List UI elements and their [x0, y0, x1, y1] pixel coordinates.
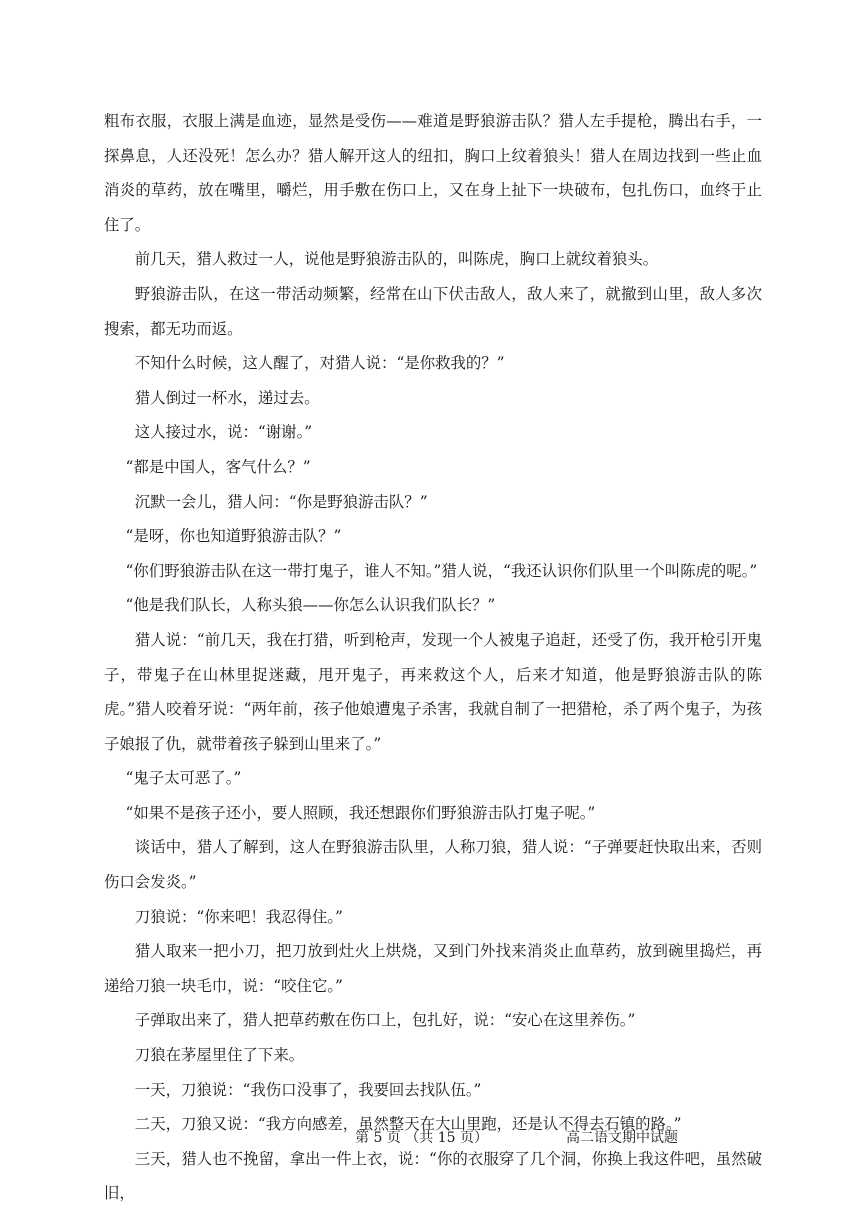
paragraph: “他是我们队长，人称头狼——你怎么认识我们队长？”	[125, 596, 496, 615]
paragraph: 粗布衣服，衣服上满是血迹，显然是受伤——难道是野狼游击队？猎人左手提枪，腾出右手，一探鼻息，人还没死！怎么办？猎人解开这人的纽扣，胸口上纹着狼头！猎人在周边找到一些止血消炎的草药，放在嘴里，嚼烂，用手敷在伤口上，又在身上扯下一块破布，包扎伤口，血终于止住了。	[104, 112, 762, 234]
paragraph: 谈话中，猎人了解到，这人在野狼游击队里，人称刀狼，猎人说：“子弹要赶快取出来，否则伤口会发炎。”	[104, 838, 762, 892]
paragraph: 刀狼说：“你来吧！我忍得住。”	[134, 907, 343, 926]
paragraph: 猎人倒过一杯水，递过去。	[134, 388, 320, 407]
paragraph: 子弹取出来了，猎人把草药敷在伤口上，包扎好，说：“安心在这里养伤。”	[134, 1011, 636, 1030]
paragraph: “是呀，你也知道野狼游击队？”	[125, 527, 342, 546]
paragraph: 沉默一会儿，猎人问：“你是野狼游击队？”	[134, 492, 428, 511]
story-text	[104, 104, 762, 1211]
paragraph: 二天，刀狼又说：“我方向感差，虽然整天在大山里跑，还是认不得去石镇的路。”	[134, 1115, 682, 1134]
exam-title: 高二语文期中试题	[566, 1130, 678, 1146]
paragraph: 这人接过水，说：“谢谢。”	[134, 423, 313, 442]
paragraph: 猎人说：“前几天，我在打猎，听到枪声，发现一个人被鬼子追赶，还受了伤，我开枪引开鬼子，带鬼子在山林里捉迷藏，甩开鬼子，再来救这个人，后来才知道，他是野狼游击队的陈虎。”猎人咬着牙说：“两年前，孩子他娘遭鬼子杀害，我就自制了一把猎枪，杀了两个鬼子，为孩子娘报了仇，就带着孩子躲到山里来了。”	[104, 630, 762, 753]
paragraph: 前几天，猎人救过一人，说他是野狼游击队的，叫陈虎，胸口上就纹着狼头。	[134, 250, 659, 269]
paragraph: 猎人取来一把小刀，把刀放到灶火上烘烧，又到门外找来消炎止血草药，放到碗里捣烂，再递给刀狼一块毛巾，说：“咬住它。”	[104, 942, 762, 995]
paragraph: “你们野狼游击队在这一带打鬼子，谁人不知。”猎人说，“我还认识你们队里一个叫陈虎的呢。”	[125, 561, 758, 580]
paragraph: 三天，猎人也不挽留，拿出一件上衣，说：“你的衣服穿了几个洞，你换上我这件吧，虽然破旧，	[104, 1149, 762, 1203]
paragraph: 野狼游击队，在这一带活动频繁，经常在山下伏击敌人，敌人来了，就撤到山里，敌人多次搜索，都无功而返。	[104, 284, 762, 338]
paragraph: 一天，刀狼说：“我伤口没事了，我要回去找队伍。”	[134, 1080, 482, 1099]
paragraph: “都是中国人，客气什么？”	[125, 457, 311, 476]
paragraph: “如果不是孩子还小，要人照顾，我还想跟你们野狼游击队打鬼子呢。”	[125, 803, 596, 822]
paragraph: 刀狼在茅屋里住了下来。	[134, 1046, 305, 1065]
paragraph: “鬼子太可恶了。”	[125, 769, 242, 788]
paragraph: 不知什么时候，这人醒了，对猎人说：“是你救我的？”	[134, 354, 505, 373]
page-number: 第 5 页 （共 15 页）	[355, 1130, 488, 1146]
